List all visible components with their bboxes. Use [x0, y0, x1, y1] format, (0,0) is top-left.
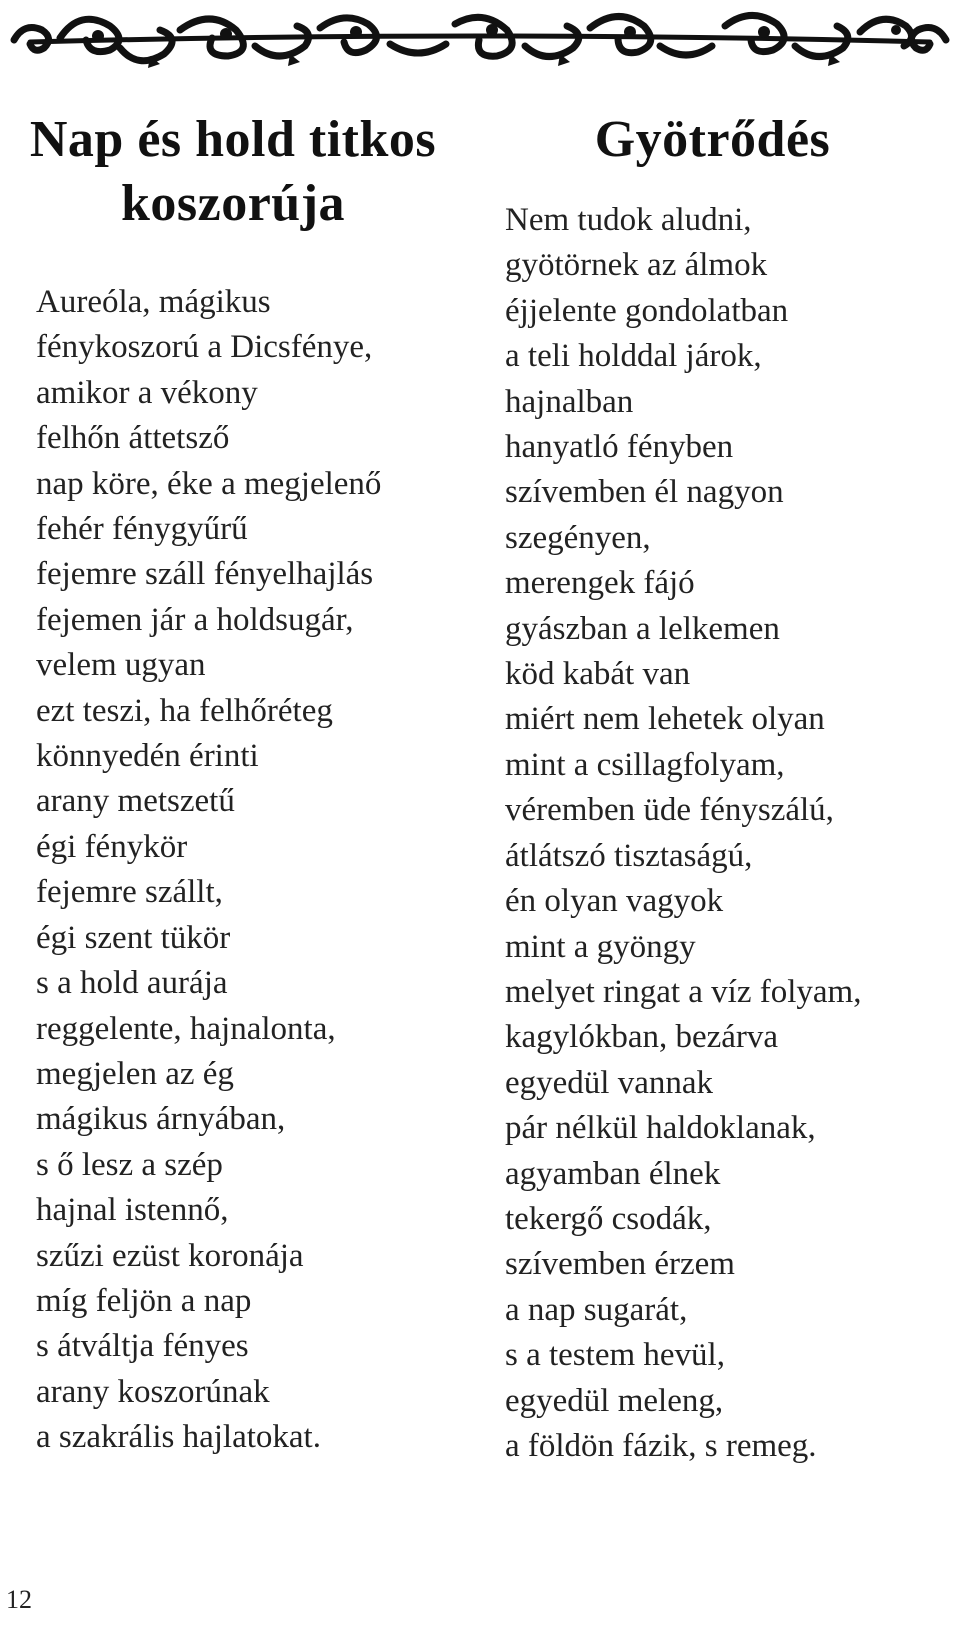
poem-line: egyedül vannak — [505, 1064, 714, 1101]
poem-line: fehér fénygyűrű — [36, 511, 248, 548]
poem-line: melyet ringat a víz folyam, — [505, 973, 862, 1010]
poem-line: könnyedén érinti — [36, 738, 259, 775]
poem-column-right — [505, 108, 955, 1469]
poem-line: szegényen, — [505, 519, 651, 556]
poem-line: gyászban a lelkemen — [505, 610, 780, 647]
poem-title: Nap és hold titkos koszorúja — [29, 111, 437, 232]
poem-line: megjelen az ég — [36, 1055, 234, 1092]
poem-line: szűzi ezüst koronája — [36, 1237, 304, 1274]
poem-line: nap köre, éke a megjelenő — [36, 465, 382, 502]
poem-line: én olyan vagyok — [505, 883, 724, 920]
poem-line: a földön fázik, s remeg. — [505, 1427, 817, 1464]
poem-lines — [36, 280, 463, 1461]
poem-line: a szakrális hajlatokat. — [36, 1419, 321, 1456]
page-number: 12 — [6, 1585, 32, 1614]
poem-line: egyedül meleng, — [505, 1382, 724, 1419]
poem-title: Gyötrődés — [594, 111, 831, 168]
poem-line: éjjelente gondolatban — [505, 292, 789, 329]
poem-line: átlátszó tisztaságú, — [505, 837, 753, 874]
poem-line: Aureóla, mágikus — [36, 284, 271, 320]
poem-line: a nap sugarát, — [505, 1291, 688, 1328]
poem-line: kagylókban, bezárva — [505, 1019, 779, 1056]
poem-line: tekergő csodák, — [505, 1200, 712, 1237]
poem-line: amikor a vékony — [36, 374, 258, 411]
poem-lines — [505, 198, 955, 1469]
poem-column-left — [18, 108, 463, 1461]
poem-line: s átváltja fényes — [36, 1328, 249, 1365]
poem-line: fejemen jár a holdsugár, — [36, 601, 354, 638]
poem-line: mint a gyöngy — [505, 928, 696, 965]
poem-line: s a testem hevül, — [505, 1337, 725, 1374]
poem-line: mágikus árnyában, — [36, 1101, 286, 1138]
poem-line: pár nélkül haldoklanak, — [505, 1110, 816, 1147]
poem-line: köd kabát van — [505, 656, 691, 693]
poem-line: arany koszorúnak — [36, 1373, 270, 1410]
poem-line: s ő lesz a szép — [36, 1146, 223, 1183]
poem-line: ezt teszi, ha felhőréteg — [36, 692, 333, 729]
poem-line: véremben üde fényszálú, — [505, 792, 834, 829]
poem-line: égi szent tükör — [36, 919, 231, 956]
poem-line: hanyatló fényben — [505, 429, 734, 466]
poem-line: a teli holddal járok, — [505, 338, 762, 375]
poem-line: Nem tudok aludni, — [505, 202, 752, 238]
poem-line: agyamban élnek — [505, 1155, 721, 1192]
poem-line: fejemre száll fényelhajlás — [36, 556, 374, 593]
poem-line: arany metszetű — [36, 783, 235, 820]
poem-line: mint a csillagfolyam, — [505, 746, 785, 783]
poem-line: reggelente, hajnalonta, — [36, 1010, 336, 1047]
poem-line: miért nem lehetek olyan — [505, 701, 825, 738]
poem-line: szívemben él nagyon — [505, 474, 784, 511]
poem-line: szívemben érzem — [505, 1246, 735, 1283]
poem-line: míg feljön a nap — [36, 1282, 252, 1319]
poem-line: merengek fájó — [505, 565, 695, 602]
poem-line: fejemre szállt, — [36, 874, 223, 911]
poem-line: s a hold aurája — [36, 965, 228, 1002]
poem-line: hajnal istennő, — [36, 1192, 229, 1229]
poem-line: gyötörnek az álmok — [505, 247, 768, 284]
poem-line: velem ugyan — [36, 647, 206, 684]
poem-line: felhőn áttetsző — [36, 420, 230, 457]
poem-line: fénykoszorú a Dicsfénye, — [36, 329, 373, 366]
poem-line: égi fénykör — [36, 828, 188, 865]
decorative-scroll-ornament — [0, 0, 960, 80]
poem-line: hajnalban — [505, 383, 634, 420]
